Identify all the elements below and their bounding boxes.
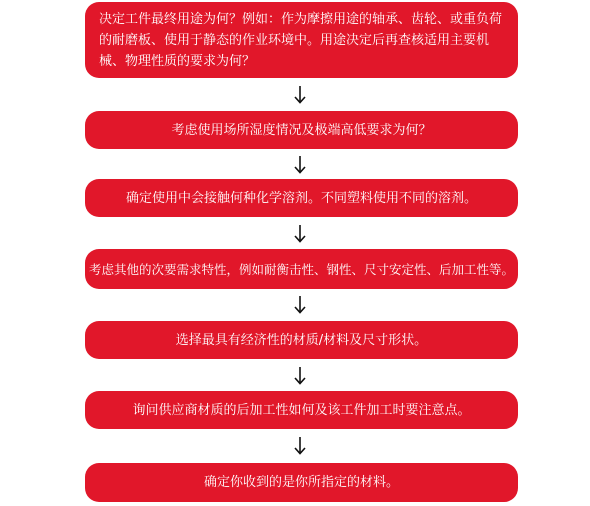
down-arrow-icon: [293, 86, 307, 104]
step-7-text: 确定你收到的是你所指定的材料。: [203, 475, 399, 490]
step-6-text: 询问供应商材质的后加工性如何及该工件加工时要注意点。: [132, 402, 471, 418]
step-6-box: [85, 391, 518, 429]
step-1-text: 决定工件最终用途为何？例如：作为摩擦用途的轴承、齿轮、或重负荷的耐磨板、使用于静态的作业环境中。用途决定后再查核适用主要机械、物理性质的要求为何？: [99, 11, 503, 69]
down-arrow-icon: [293, 296, 307, 314]
down-arrow-icon: [293, 437, 307, 455]
down-arrow-icon: [293, 156, 307, 174]
step-5-text: 选择最具有经济性的材质/材料及尺寸形状。: [175, 332, 428, 348]
step-5-box: [85, 321, 518, 359]
down-arrow-icon: [293, 367, 307, 385]
step-4-text: 考虑其他的次要需求特性，例如耐衡击性、钢性、尺寸安定性、后加工性等。: [88, 261, 514, 277]
down-arrow-icon: [293, 225, 307, 243]
step-4-box: [85, 249, 518, 289]
step-7-box: [85, 463, 518, 502]
step-2-text: 考虑使用场所湿度情况及极端高低要求为何？: [171, 122, 432, 138]
step-3-box: [85, 179, 518, 217]
step-2-box: [85, 111, 518, 149]
step-1-box: [85, 2, 518, 78]
step-3-text: 确定使用中会接触何种化学溶剂。不同塑料使用不同的溶剂。: [125, 190, 477, 206]
